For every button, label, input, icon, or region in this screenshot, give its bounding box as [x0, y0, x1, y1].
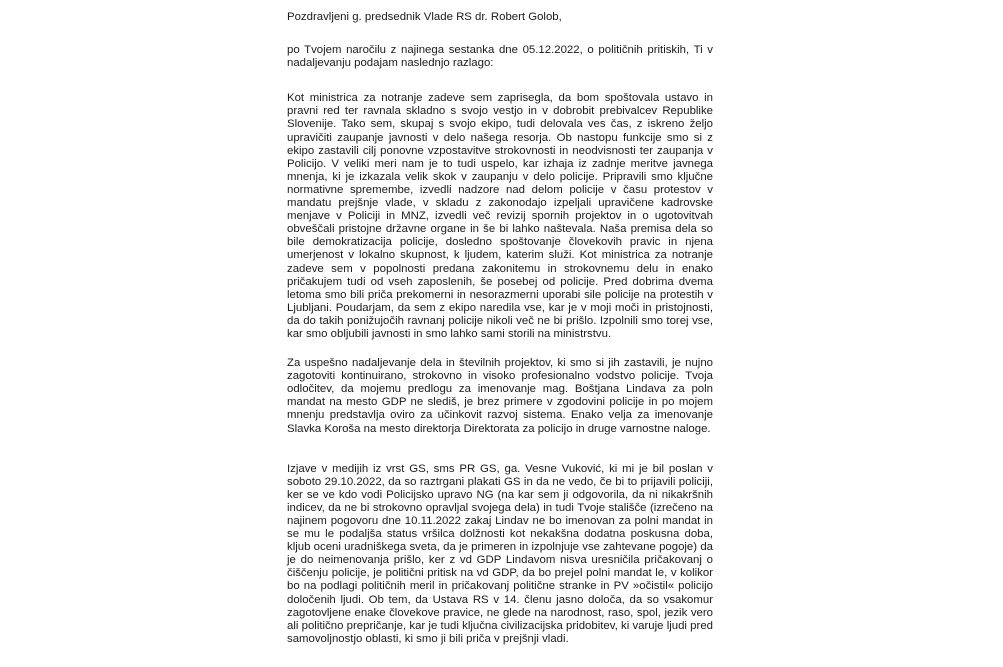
paragraph-police-leadership: Za uspešno nadaljevanje dela in številnih projektov, ki smo si jih zastavili, je nujno zagotoviti kontinuirano, strokovno in visoko profesionalno vodstvo policije. Tvoja odločitev, da mojemu predlogu za imenovanje mag. Boštjana Lindava za poln mandat na mesto GDP ne slediš, je brez primere v zgodovini policije in po mojem mnenju predstavlja oviro za učinkovit razvoj sistema. Enako velja za imenovanje Slavka Koroša na mesto direktorja Direktorata za policijo in druge varnostne naloge.: [287, 357, 713, 435]
letter-body: [287, 0, 713, 646]
paragraph-ministry-work: Kot ministrica za notranje zadeve sem zaprisegla, da bom spoštovala ustavo in pravni red ter ravnala skladno s svojo vestjo in v dobrobit prebivalcev Republike Slovenije. Tako sem, skupaj s svojo ekipo, tudi delovala ves čas, z iskreno željo upravičiti zaupanje javnosti v delo našega resorja. Ob nastopu funkcije smo si z ekipo zastavili cilj ponovne vzpostavitve strokovnosti in neodvisnosti ter zaupanja v Policijo. V veliki meri nam je to tudi uspelo, kar izhaja iz zadnje meritve javnega mnenja, ki je izkazala velik skok v zaupanju v delo policije. Pripravili smo ključne normativne spremembe, izvedli nadzore nad delom policije v času protestov v mandatu prejšnje vlade, v skladu z zakonodajo izpeljali upravičene kadrovske menjave v Policiji in MNZ, izvedli več revizij spornih projektov in o ugotovitvah obveščali pristojne državne organe in še bi lahko naštevala. Naša premisa dela so bile demokratizacija policije, dosledno spoštovanje človekovih pravic in njena umerjenost v lokalno skupnost, k ljudem, katerim služi. Kot ministrica za notranje zadeve sem v popolnosti predana zakonitemu in strokovnemu delu in enako pričakujem tudi od vseh zaposlenih, še posebej od policije. Pred dobrima dvema letoma smo bili priča prekomerni in nesorazmerni uporabi sile policije na protestih v Ljubljani. Poudarjam, da sem z ekipo naredila vse, kar je v moji moči in pristojnosti, da do takih ponižujočih ravnanj policije nikoli več ne bi prišlo. Izpolnili smo torej vse, kar smo obljubili javnosti in smo lahko sami storili na ministrstvu.: [287, 92, 713, 340]
letter-salutation: Pozdravljeni g. predsednik Vlade RS dr. Robert Golob,: [287, 11, 562, 23]
paragraph-political-pressure: Izjave v medijih iz vrst GS, sms PR GS, ga. Vesne Vuković, ki mi je bil poslan v soboto 29.10.2022, da so raztrgani plakati GS in da ne vedo, če bi to prijavili policiji, ker se ve kdo vodi Policijsko upravo NG (na kar sem ji odgovorila, da ni nikakršnih indicev, da ne bi strokovno opravljal svojega dela) in tudi Tvoje stališče (izrečeno na najinem pogovoru dne 10.11.2022 zakaj Lindav ne bo imenovan za polni mandat in se mu le podaljša status vršilca dolžnosti kot nekakšna dodatna poskusna doba, kljub oceni uradniškega sveta, da je primeren in izpolnjuje vse zahtevane pogoje) da je do neimenovanja prišlo, ker z vd GDP Lindavom nisva uresničila pričakovanj o čiščenju policije, je politični pritisk na vd GDP, da bo prejel polni mandat le, v kolikor bo na podlagi političnih meril in pričakovanj politične stranke in PV »očistil« policijo določenih ljudi. Ob tem, da Ustava RS v 14. členu jasno določa, da so vsakomur zagotovljene enake človekove pravice, ne glede na narodnost, raso, spol, jezik vero ali politično prepričanje, kar je tudi ključna civilizacijska pridobitev, ki varuje ljudi pred samovoljnostjo oblasti, ki smo ji bili priča v prejšnji vladi.: [287, 462, 713, 645]
paragraph-intro: po Tvojem naročilu z najinega sestanka dne 05.12.2022, o političnih pritiskih, Ti v nadaljevanju podajam naslednjo razlago:: [287, 44, 713, 70]
